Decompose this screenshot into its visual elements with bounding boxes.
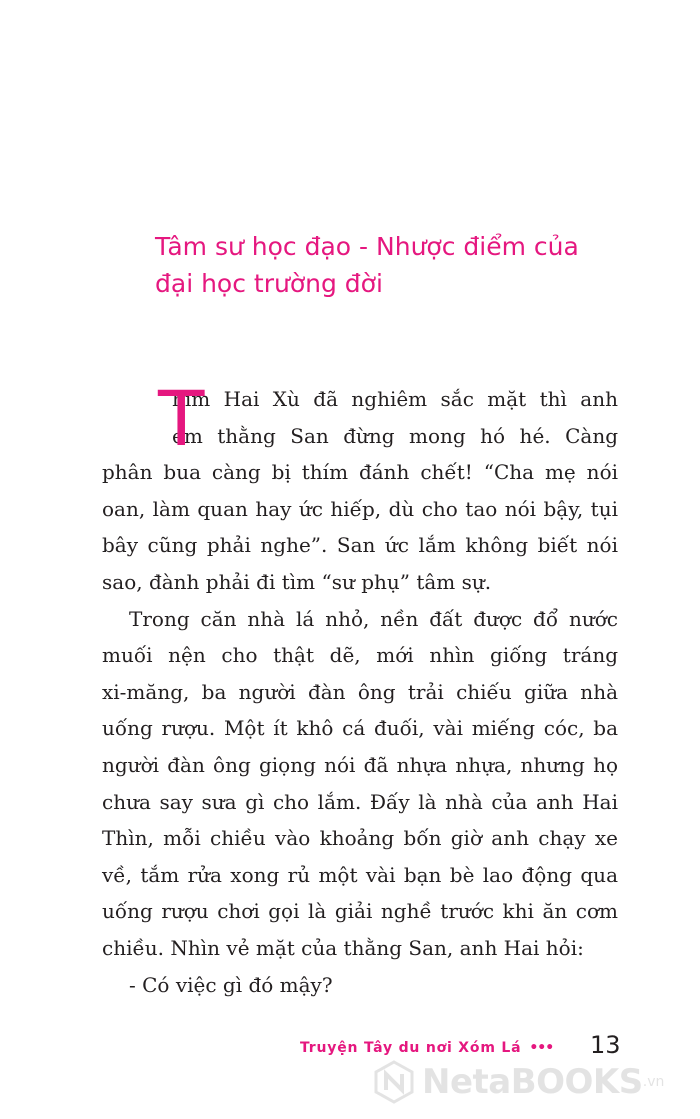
netabooks-logo-icon [372,1060,416,1104]
chapter-title-line-2: đại học trường đời [155,269,383,298]
watermark-brand: NetaBOOKS [422,1062,643,1102]
paragraph-2 [102,601,618,967]
chapter-title [155,228,625,302]
footer-dots: ••• [529,1040,554,1056]
text-line: về, tắm rửa xong rủ một vài bạn bè lao động qua [102,862,618,887]
text-line: bây cũng phải nghe”. San ức lắm không biết nói [102,533,618,558]
text-line: muối nện cho thật dẽ, mới nhìn giống tráng [102,643,618,668]
watermark [372,1060,664,1104]
text-line: em thằng San đừng mong hó hé. Càng [172,423,618,448]
text-line: phân bua càng bị thím đánh chết! “Cha mẹ nói [102,460,618,485]
chapter-body [102,374,618,1003]
drop-cap: T [158,374,205,463]
text-line: xi-măng, ba người đàn ông trải chiếu giữa nhà [102,679,618,704]
text-line: sao, đành phải đi tìm “sư phụ” tâm sự. [102,569,492,594]
watermark-suffix: .vn [642,1074,665,1090]
page-number: 13 [590,1031,621,1059]
text-line: Trong căn nhà lá nhỏ, nền đất được đổ nước [129,606,618,631]
dialogue-line: - Có việc gì đó mậy? [129,972,333,997]
text-line: uống rượu chơi gọi là giải nghề trước khi ăn cơm [102,899,618,924]
text-line: uống rượu. Một ít khô cá đuối, vài miếng cóc, ba [102,716,618,741]
running-footer [300,1040,553,1056]
text-line: hím Hai Xù đã nghiêm sắc mặt thì anh [172,387,618,411]
chapter-title-line-1: Tâm sư học đạo - Nhược điểm của [155,232,579,261]
text-line: chưa say sưa gì cho lắm. Đấy là nhà của anh Hai [102,789,618,814]
text-line: người đàn ông giọng nói đã nhựa nhựa, nhưng họ [102,752,618,777]
text-line: oan, làm quan hay ức hiếp, dù cho tao nói bậy, tụi [102,496,618,521]
text-line: Thìn, mỗi chiều vào khoảng bốn giờ anh chạy xe [102,826,618,851]
book-title: Truyện Tây du nơi Xóm Lá [300,1040,522,1056]
text-line: chiều. Nhìn vẻ mặt của thằng San, anh Hai hỏi: [102,935,584,960]
